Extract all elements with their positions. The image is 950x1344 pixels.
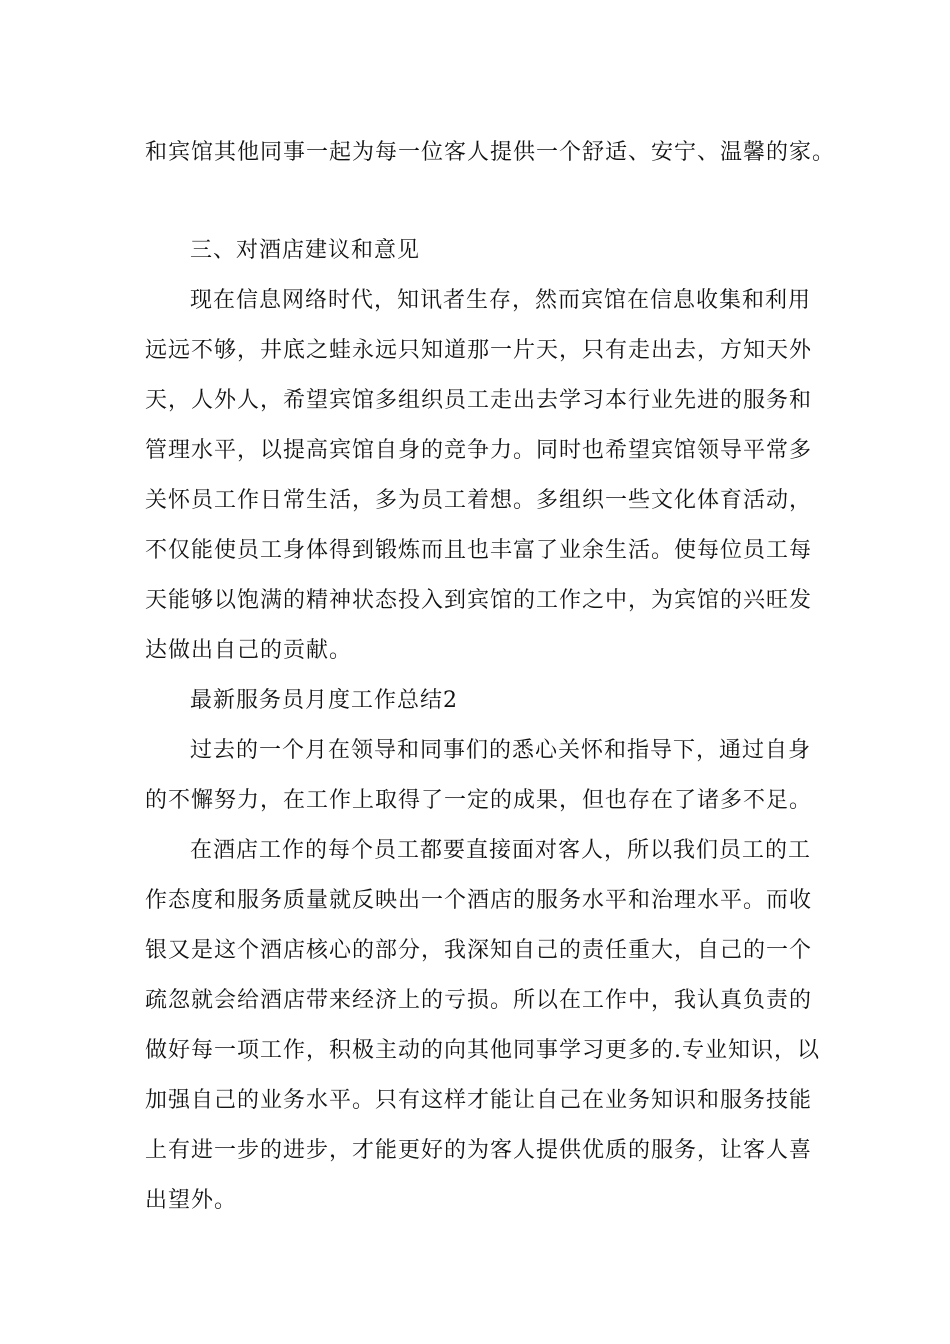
paragraph-line: 作态度和服务质量就反映出一个酒店的服务水平和治理水平。而收 [145, 888, 813, 913]
paragraph-line: 不仅能使员工身体得到锻炼而且也丰富了业余生活。使每位员工每 [145, 538, 813, 563]
paragraph-line: 达做出自己的贡献。 [145, 638, 353, 663]
section-heading: 三、对酒店建议和意见 [190, 238, 421, 263]
paragraph-line: 管理水平，以提高宾馆自身的竞争力。同时也希望宾馆领导平常多 [145, 438, 813, 463]
paragraph-line: 做好每一项工作，积极主动的向其他同事学习更多的.专业知识，以 [145, 1038, 820, 1063]
paragraph-line: 的不懈努力，在工作上取得了一定的成果，但也存在了诸多不足。 [145, 788, 813, 813]
section-title: 最新服务员月度工作总结2 [190, 688, 458, 713]
paragraph-line: 过去的一个月在领导和同事们的悉心关怀和指导下，通过自身 [190, 738, 812, 763]
paragraph-line: 上有进一步的进步，才能更好的为客人提供优质的服务，让客人喜 [145, 1138, 813, 1163]
paragraph-line: 在酒店工作的每个员工都要直接面对客人，所以我们员工的工 [190, 838, 812, 863]
paragraph-line: 和宾馆其他同事一起为每一位客人提供一个舒适、安宁、温馨的家。 [145, 140, 836, 165]
paragraph-line: 出望外。 [145, 1188, 238, 1213]
paragraph-line: 加强自己的业务水平。只有这样才能让自己在业务知识和服务技能 [145, 1088, 813, 1113]
paragraph-line: 天能够以饱满的精神状态投入到宾馆的工作之中，为宾馆的兴旺发 [145, 588, 813, 613]
paragraph-line: 银又是这个酒店核心的部分，我深知自己的责任重大，自己的一个 [145, 938, 813, 963]
paragraph-line: 远远不够，井底之蛙永远只知道那一片天，只有走出去，方知天外 [145, 338, 813, 363]
paragraph-line: 关怀员工作日常生活，多为员工着想。多组织一些文化体育活动， [145, 488, 813, 513]
paragraph-line: 疏忽就会给酒店带来经济上的亏损。所以在工作中，我认真负责的 [145, 988, 813, 1013]
paragraph-line: 天，人外人，希望宾馆多组织员工走出去学习本行业先进的服务和 [145, 388, 813, 413]
paragraph-line: 现在信息网络时代，知讯者生存，然而宾馆在信息收集和利用 [190, 288, 812, 313]
